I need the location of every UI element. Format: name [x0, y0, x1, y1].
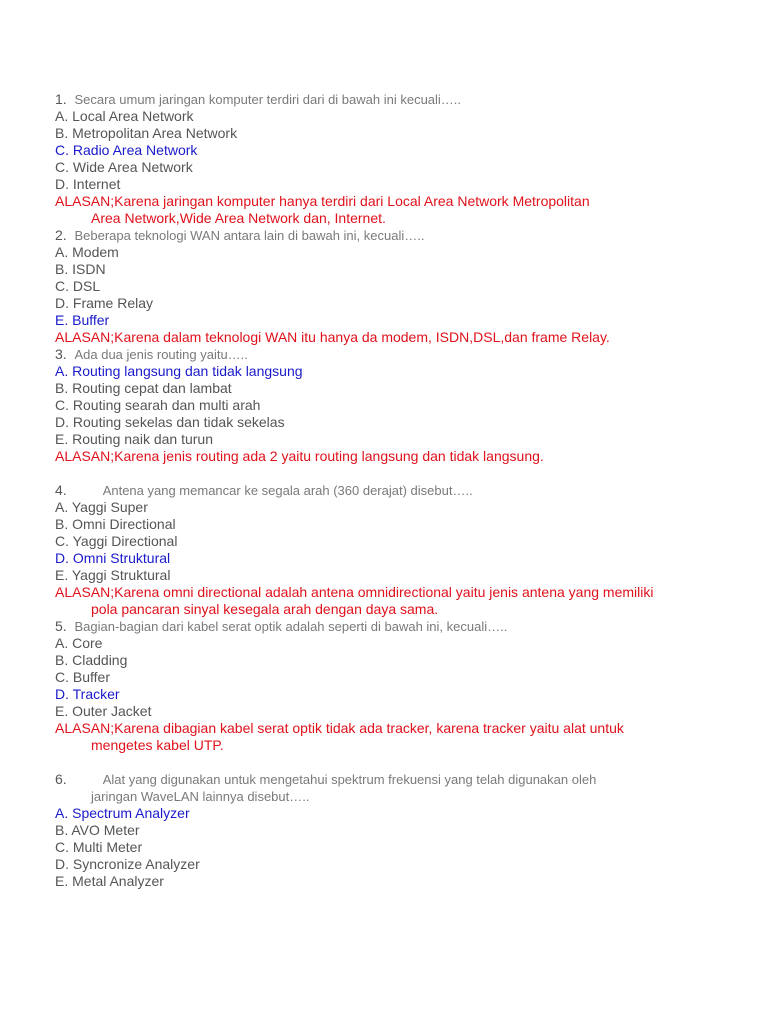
option: C. Yaggi Directional — [55, 533, 178, 549]
question-6 — [55, 771, 745, 788]
quiz-content — [55, 91, 745, 890]
correct-option: C. Radio Area Network — [55, 142, 198, 158]
question-number: 6. — [55, 771, 67, 787]
question-4 — [55, 482, 745, 499]
correct-option: D. Omni Struktural — [55, 550, 171, 566]
reason-text: Area Network,Wide Area Network dan, Internet. — [91, 210, 386, 226]
question-number: 5. — [55, 618, 67, 634]
spacer — [55, 754, 745, 771]
option: A. Core — [55, 635, 103, 651]
question-number: 4. — [55, 482, 67, 498]
option: D. Syncronize Analyzer — [55, 856, 200, 872]
question-number: 3. — [55, 346, 67, 362]
reason-text: ALASAN;Karena dibagian kabel serat optik tidak ada tracker, karena tracker yaitu alat untuk — [55, 720, 624, 736]
question-text: Ada dua jenis routing yaitu….. — [74, 347, 248, 362]
option: B. Omni Directional — [55, 516, 176, 532]
reason-text: ALASAN;Karena jaringan komputer hanya terdiri dari Local Area Network Metropolitan — [55, 193, 590, 209]
option: E. Yaggi Struktural — [55, 567, 171, 583]
question-text: Secara umum jaringan komputer terdiri dari di bawah ini kecuali….. — [74, 92, 462, 107]
reason-text: pola pancaran sinyal kesegala arah dengan daya sama. — [91, 601, 439, 617]
option: A. Yaggi Super — [55, 499, 148, 515]
question-text-continued: jaringan WaveLAN lainnya disebut….. — [91, 789, 310, 804]
question-text: Beberapa teknologi WAN antara lain di bawah ini, kecuali….. — [74, 228, 425, 243]
question-text: Bagian-bagian dari kabel serat optik adalah seperti di bawah ini, kecuali….. — [74, 619, 508, 634]
option: B. AVO Meter — [55, 822, 140, 838]
reason-text: ALASAN;Karena dalam teknologi WAN itu hanya da modem, ISDN,DSL,dan frame Relay. — [55, 329, 610, 345]
reason-text: ALASAN;Karena jenis routing ada 2 yaitu routing langsung dan tidak langsung. — [55, 448, 544, 464]
option: B. Metropolitan Area Network — [55, 125, 238, 141]
option: B. Routing cepat dan lambat — [55, 380, 232, 396]
question-3 — [55, 346, 745, 363]
option: D. Routing sekelas dan tidak sekelas — [55, 414, 285, 430]
option: E. Routing naik dan turun — [55, 431, 213, 447]
correct-option: D. Tracker — [55, 686, 120, 702]
question-number: 1. — [55, 91, 67, 107]
correct-option: A. Routing langsung dan tidak langsung — [55, 363, 303, 379]
option: D. Frame Relay — [55, 295, 154, 311]
question-1 — [55, 91, 745, 108]
reason-text: ALASAN;Karena omni directional adalah antena omnidirectional yaitu jenis antena yang memiliki — [55, 584, 654, 600]
question-5 — [55, 618, 745, 635]
spacer — [55, 465, 745, 482]
option: E. Outer Jacket — [55, 703, 152, 719]
option: A. Local Area Network — [55, 108, 194, 124]
option: A. Modem — [55, 244, 119, 260]
correct-option: A. Spectrum Analyzer — [55, 805, 190, 821]
option: D. Internet — [55, 176, 121, 192]
question-text: Alat yang digunakan untuk mengetahui spektrum frekuensi yang telah digunakan oleh — [102, 772, 597, 787]
correct-option: E. Buffer — [55, 312, 110, 328]
option: E. Metal Analyzer — [55, 873, 164, 889]
question-2 — [55, 227, 745, 244]
option: B. Cladding — [55, 652, 128, 668]
option: B. ISDN — [55, 261, 106, 277]
question-text: Antena yang memancar ke segala arah (360 derajat) disebut….. — [102, 483, 473, 498]
option: C. Wide Area Network — [55, 159, 193, 175]
option: C. DSL — [55, 278, 101, 294]
reason-text: mengetes kabel UTP. — [91, 737, 224, 753]
option: C. Multi Meter — [55, 839, 143, 855]
option: C. Routing searah dan multi arah — [55, 397, 261, 413]
option: C. Buffer — [55, 669, 110, 685]
question-number: 2. — [55, 227, 67, 243]
